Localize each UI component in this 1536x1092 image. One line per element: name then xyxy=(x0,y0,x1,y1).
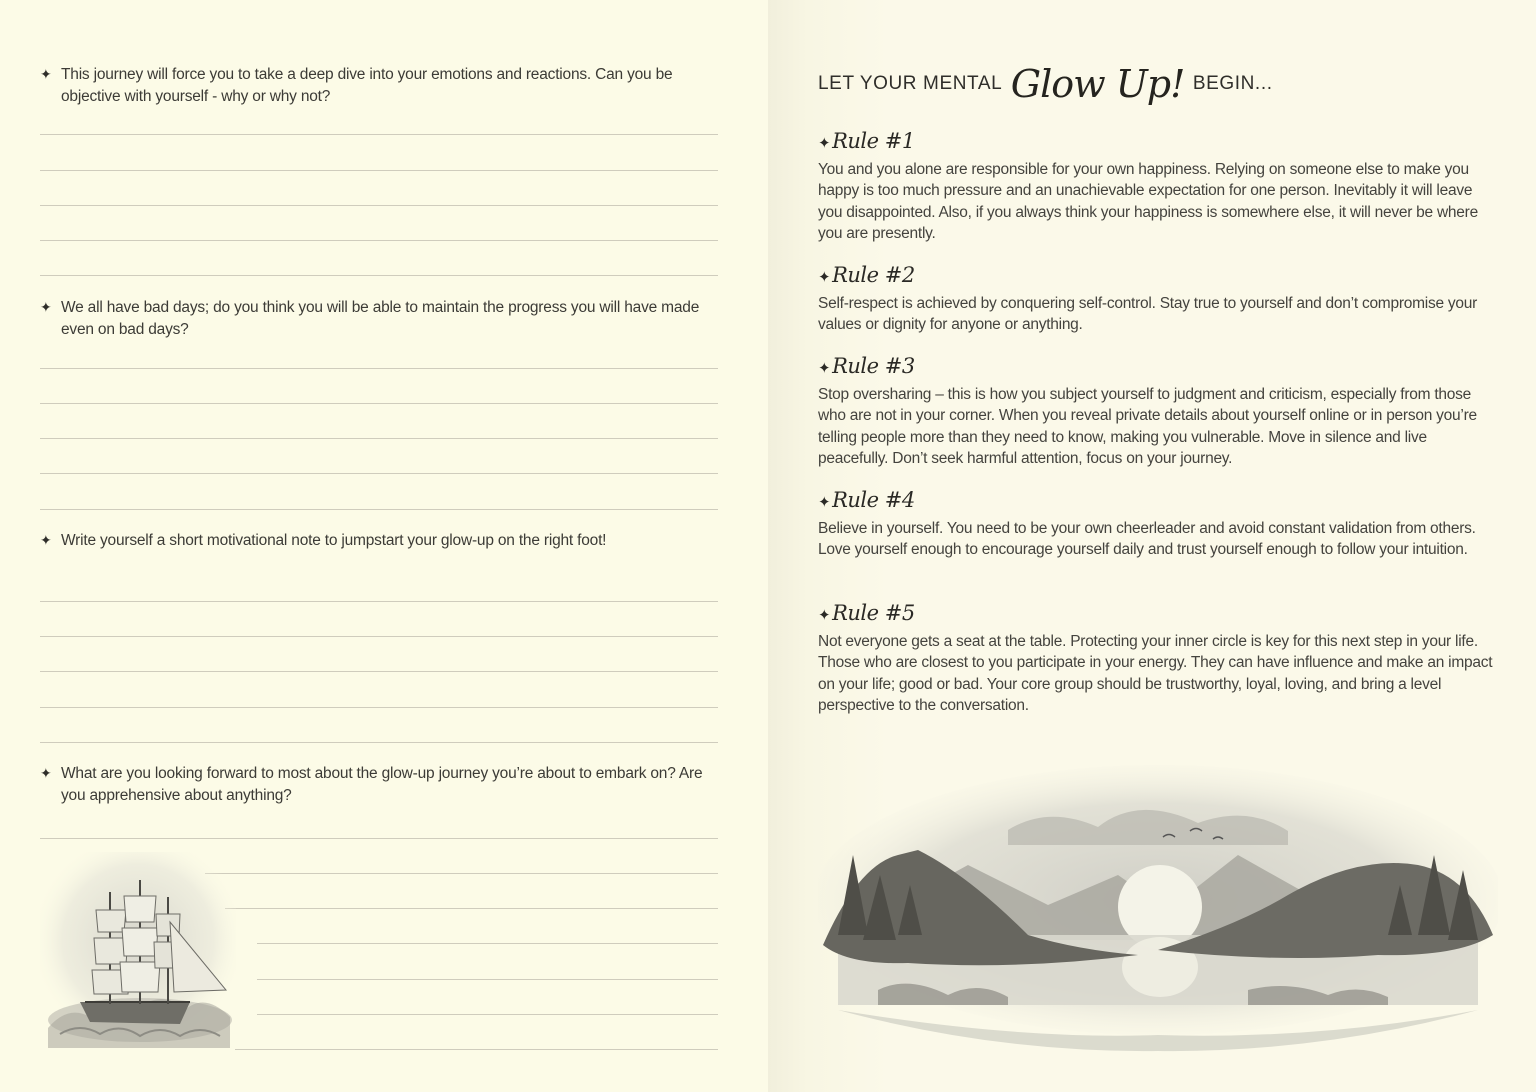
prompt-1 xyxy=(40,64,718,107)
rule-1 xyxy=(818,126,1498,244)
lake-sunset-illustration xyxy=(818,735,1498,1055)
answer-line[interactable] xyxy=(40,170,718,171)
sparkle-icon: ✦ xyxy=(40,299,52,315)
answer-line[interactable] xyxy=(40,368,718,369)
heading-post: BEGIN... xyxy=(1192,73,1273,94)
sailing-ship-illustration xyxy=(40,852,236,1048)
answer-line[interactable] xyxy=(40,707,718,708)
answer-line[interactable] xyxy=(40,636,718,637)
prompt-2-text: ✦ We all have bad days; do you think you will be able to maintain the progress you will have made even on bad days? xyxy=(40,299,700,338)
sparkle-icon: ✦ xyxy=(818,359,831,377)
page-heading xyxy=(818,62,1273,118)
rule-2 xyxy=(818,260,1498,336)
rule-2-body: Self-respect is achieved by conquering self-control. Stay true to yourself and don’t compromise your values or dignity for anyone or anything. xyxy=(818,295,1478,334)
prompt-4 xyxy=(40,763,718,806)
sparkle-icon: ✦ xyxy=(818,606,831,624)
rule-2-title: ✦Rule #2 xyxy=(818,263,915,287)
answer-line[interactable] xyxy=(40,601,718,602)
answer-line[interactable] xyxy=(40,240,718,241)
answer-line[interactable] xyxy=(235,1049,718,1050)
rule-3 xyxy=(818,351,1498,469)
answer-line[interactable] xyxy=(40,509,718,510)
answer-line[interactable] xyxy=(40,403,718,404)
rule-3-body: Stop oversharing – this is how you subject yourself to judgment and criticism, especially from those who are not in your corner. When you reveal private details about yourself online or in person you’re telling people more than they need to know, making you vulnerable. Move in silence and live peacefully. Don’t seek harmful attention, focus on your journey. xyxy=(818,386,1477,467)
sparkle-icon: ✦ xyxy=(40,765,52,781)
answer-line[interactable] xyxy=(40,742,718,743)
rule-3-title: ✦Rule #3 xyxy=(818,354,915,378)
rule-5 xyxy=(818,598,1498,716)
sparkle-icon: ✦ xyxy=(818,268,831,286)
answer-line[interactable] xyxy=(40,671,718,672)
answer-line[interactable] xyxy=(40,438,718,439)
sparkle-icon: ✦ xyxy=(818,493,831,511)
rule-4-title: ✦Rule #4 xyxy=(818,488,915,512)
answer-line[interactable] xyxy=(257,1014,718,1015)
rule-1-body: You and you alone are responsible for your own happiness. Relying on someone else to make you happy is too much pressure and an unachievable expectation for one person. Inevitably it will leave you disappointed. Also, if you always think your happiness is somewhere else, it will never be where you are presently. xyxy=(818,161,1478,242)
prompt-3-text: ✦ Write yourself a short motivational note to jumpstart your glow-up on the right foot! xyxy=(40,532,607,549)
answer-line[interactable] xyxy=(40,473,718,474)
rule-1-title: ✦Rule #1 xyxy=(818,129,915,153)
prompt-1-text: ✦ This journey will force you to take a deep dive into your emotions and reactions. Can you be objective with yourself - why or why not? xyxy=(40,66,673,105)
prompt-4-text: ✦ What are you looking forward to most about the glow-up journey you’re about to embark on? Are you apprehensive about anything? xyxy=(40,765,703,804)
heading-script: Glow Up! xyxy=(1010,62,1185,106)
rule-4-body: Believe in yourself. You need to be your own cheerleader and avoid constant validation from others. Love yourself enough to encourage yourself daily and trust yourself enough to follow your intuition. xyxy=(818,520,1476,559)
heading-pre: LET YOUR MENTAL xyxy=(818,73,1003,94)
answer-line[interactable] xyxy=(40,205,718,206)
answer-line[interactable] xyxy=(205,873,718,874)
answer-line[interactable] xyxy=(40,275,718,276)
rule-5-body: Not everyone gets a seat at the table. Protecting your inner circle is key for this next step in your life. Those who are closest to you participate in your energy. They can have influence and make an impact on your life; good or bad. Your core group should be trustworthy, loyal, loving, and bring a level perspective to the conversation. xyxy=(818,633,1493,714)
rule-4 xyxy=(818,485,1498,561)
sparkle-icon: ✦ xyxy=(818,134,831,152)
answer-line[interactable] xyxy=(40,838,718,839)
sparkle-icon: ✦ xyxy=(40,66,52,82)
answer-line[interactable] xyxy=(257,943,718,944)
sparkle-icon: ✦ xyxy=(40,532,52,548)
prompt-3 xyxy=(40,530,718,552)
answer-line[interactable] xyxy=(257,979,718,980)
prompt-2 xyxy=(40,297,718,340)
answer-line[interactable] xyxy=(225,908,718,909)
answer-line[interactable] xyxy=(40,134,718,135)
rule-5-title: ✦Rule #5 xyxy=(818,601,915,625)
